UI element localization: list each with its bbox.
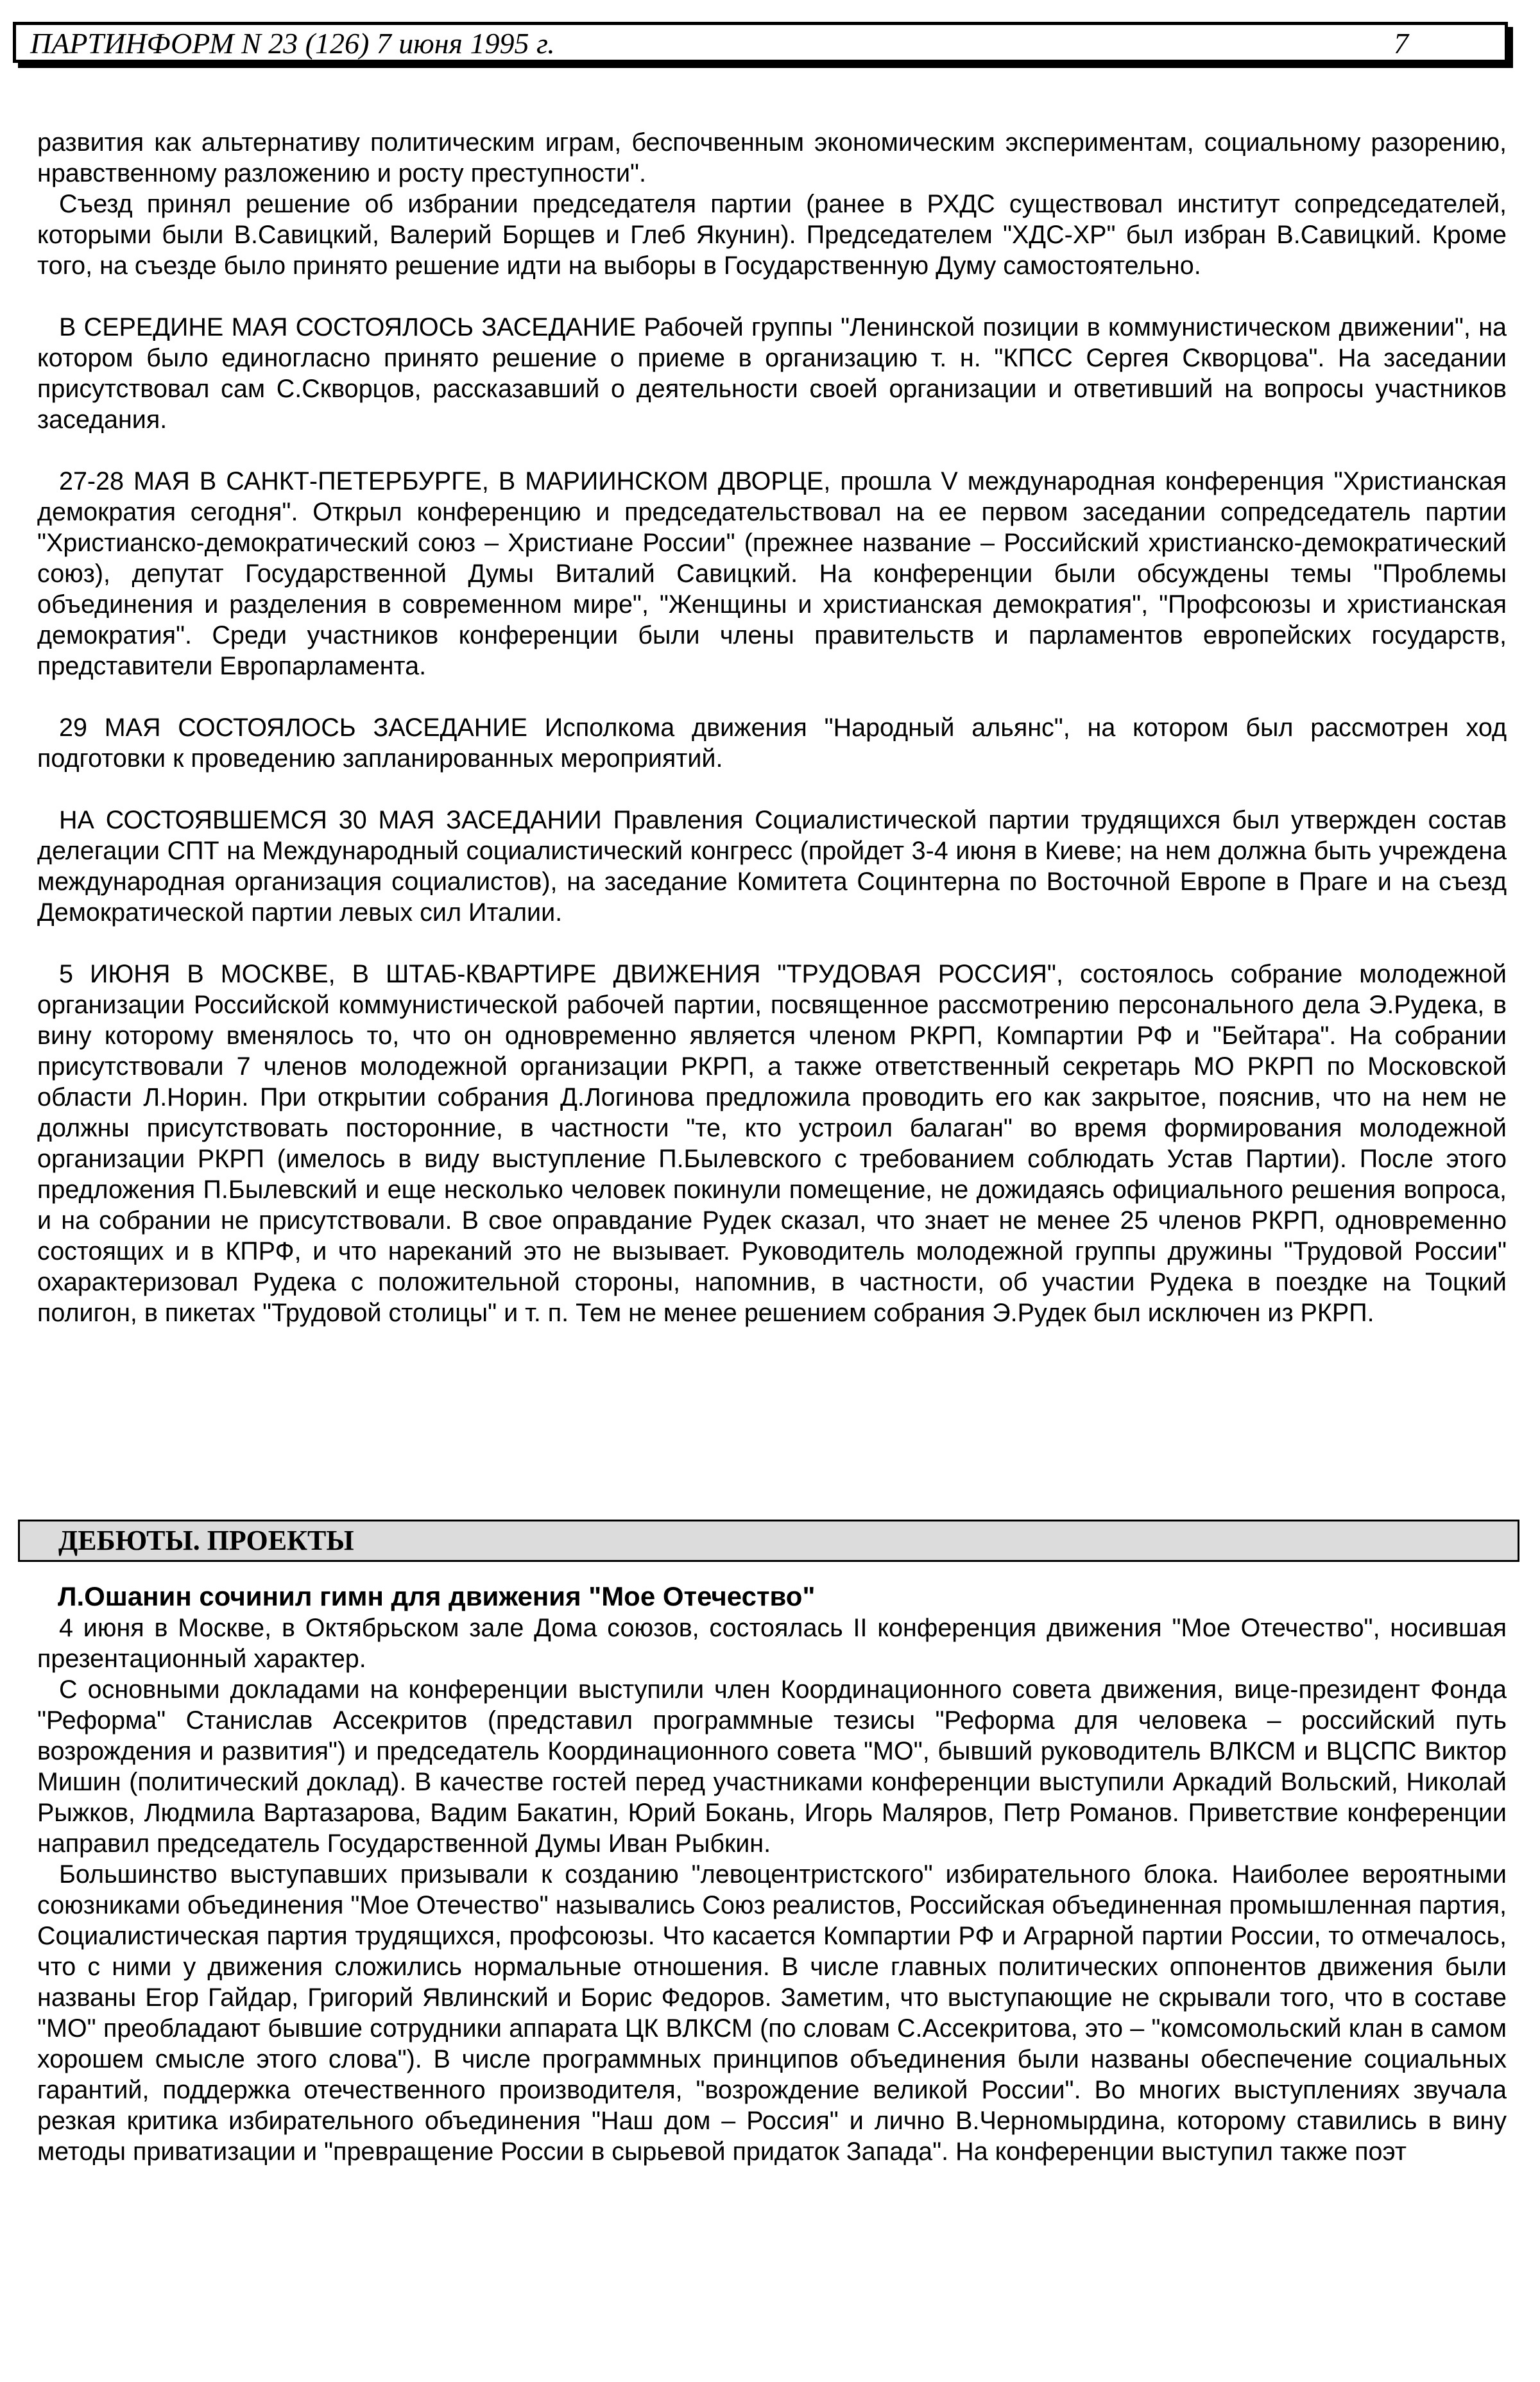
news-item-leninist-position: В СЕРЕДИНЕ МАЯ СОСТОЯЛОСЬ ЗАСЕДАНИЕ Рабочей группы "Ленинской позиции в коммунистическом движении", на котором было единогласно принято решение о приеме в организацию т. н. "КПСС Сергея Скворцова". На заседании присутствовал сам С.Скворцов, рассказавший о деятельности своей организации и ответивший на вопросы участников заседания. <box>37 313 1507 434</box>
publication-title: ПАРТИНФОРМ N 23 (126) 7 июня 1995 г. <box>30 27 555 60</box>
news-column-top <box>37 127 1507 1328</box>
news-item-peoples-alliance: 29 МАЯ СОСТОЯЛОСЬ ЗАСЕДАНИЕ Исполкома движения "Народный альянс", на котором был рассмотрен ход подготовки к проведению запланированных мероприятий. <box>37 714 1507 773</box>
article-paragraph: 4 июня в Москве, в Октябрьском зале Дома союзов, состоялась II конференция движения "Мое Отечество", носившая презентационный характер. <box>37 1614 1507 1673</box>
article-body <box>37 1613 1507 2167</box>
article-paragraph: Большинство выступавших призывали к созданию "левоцентристского" избирательного блока. Наиболее вероятными союзниками объединения "Мое Отечество" назывались Союз реалистов, Российская объединенная промышленная партия, Социалистическая партия трудящихся, профсоюзы. Что касается Компартии РФ и Аграрной партии России, то отмечалось, что с ними у движения сложились нормальные отношения. В числе главных политических оппонентов движения были названы Егор Гайдар, Григорий Явлинский и Борис Федоров. Заметим, что выступающие не скрывали того, что в составе "МО" преобладают бывшие сотрудники аппарата ЦК ВЛКСМ (по словам С.Ассекритова, это – "комсомольский клан в самом хорошем смысле этого слова"). В числе программных принципов объединения были названы обеспечение социальных гарантий, поддержка отечественного производителя, "возрождение великой России". Во многих выступлениях звучала резкая критика избирательного объединения "Наш дом – Россия" и лично В.Черномырдина, которому ставились в вину методы приватизации и "превращение России в сырьевой придаток Запада". На конференции выступил также поэт <box>37 1860 1507 2166</box>
paragraph-continued: развития как альтернативу политическим играм, беспочвенным экономическим экспериментам, социальному разорению, нравственному разложению и росту преступности". <box>37 128 1507 187</box>
paragraph-congress-decision: Съезд принял решение об избрании председателя партии (ранее в РХДС существовал институт сопредседателей, которыми были В.Савицкий, Валерий Борщев и Глеб Якунин). Председателем "ХДС-ХР" был избран В.Савицкий. Кроме того, на съезде было принято решение идти на выборы в Государственную Думу самостоятельно. <box>37 190 1507 280</box>
article-title: Л.Ошанин сочинил гимн для движения "Мое Отечество" <box>58 1581 816 1611</box>
page-header <box>13 22 1508 63</box>
news-item-rkrp-youth: 5 ИЮНЯ В МОСКВЕ, В ШТАБ-КВАРТИРЕ ДВИЖЕНИЯ "ТРУДОВАЯ РОССИЯ", состоялось собрание молодежной организации Российской коммунистической рабочей партии, посвященное рассмотрению персонального дела Э.Рудека, в вину которому вменялось то, что он одновременно является членом РКРП, Компартии РФ и "Бейтара". На собрании присутствовали 7 членов молодежной организации РКРП, а также ответственный секретарь МО РКРП по Московской области Л.Норин. При открытии собрания Д.Логинова предложила проводить его как закрытое, пояснив, что на нем не должны присутствовать посторонние, в частности "те, кто устроил балаган" во время формирования молодежной организации РКРП (имелось в виду выступление П.Былевского с требованием соблюдать Устав Партии). После этого предложения П.Былевский и еще несколько человек покинули помещение, не дожидаясь официального решения вопроса, и на собрании не присутствовали. В свое оправдание Рудек сказал, что знает не менее 25 членов РКРП, одновременно состоящих и в КПРФ, и что нареканий это не вызывает. Руководитель молодежной группы дружины "Трудовой России" охарактеризовал Рудека с положительной стороны, напомнив, в частности, об участии Рудека в поездке на Тоцкий полигон, в пикетах "Трудовой столицы" и т. п. Тем не менее решением собрания Э.Рудек был исключен из РКРП. <box>37 960 1507 1327</box>
section-heading: ДЕБЮТЫ. ПРОЕКТЫ <box>18 1520 1519 1562</box>
article-paragraph: С основными докладами на конференции выступили член Координационного совета движения, вице-президент Фонда "Реформа" Станислав Ассекритов (представил программные тезисы "Реформа для человека – российский путь возрождения и развития") и председатель Координационного совета "МО", бывший руководитель ВЛКСМ и ВЦСПС Виктор Мишин (политический доклад). В качестве гостей перед участниками конференции выступили Аркадий Вольский, Николай Рыжков, Людмила Вартазарова, Вадим Бакатин, Юрий Бокань, Игорь Маляров, Петр Романов. Приветствие конференции направил председатель Государственной Думы Иван Рыбкин. <box>37 1675 1507 1858</box>
news-item-christian-democracy: 27-28 МАЯ В САНКТ-ПЕТЕРБУРГЕ, В МАРИИНСКОМ ДВОРЦЕ, прошла V международная конференция "Христианская демократия сегодня". Открыл конференцию и председательствовал на ее первом заседании сопредседатель партии "Христианско-демократический союз – Христиане России" (прежнее название – Российский христианско-демократический союз), депутат Государственной Думы Виталий Савицкий. На конференции были обсуждены темы "Проблемы объединения и разделения в современном мире", "Женщины и христианская демократия", "Профсоюзы и христианская демократия". Среди участников конференции были члены правительств и парламентов европейских государств, представители Европарламента. <box>37 467 1507 680</box>
page-number: 7 <box>1394 27 1408 60</box>
news-item-socialist-party: НА СОСТОЯВШЕМСЯ 30 МАЯ ЗАСЕДАНИИ Правления Социалистической партии трудящихся был утвержден состав делегации СПТ на Международный социалистический конгресс (пройдет 3-4 июня в Киеве; на нем должна быть учреждена международная организация социалистов), на заседание Комитета Социнтерна по Восточной Европе в Праге и на съезд Демократической партии левых сил Италии. <box>37 806 1507 927</box>
